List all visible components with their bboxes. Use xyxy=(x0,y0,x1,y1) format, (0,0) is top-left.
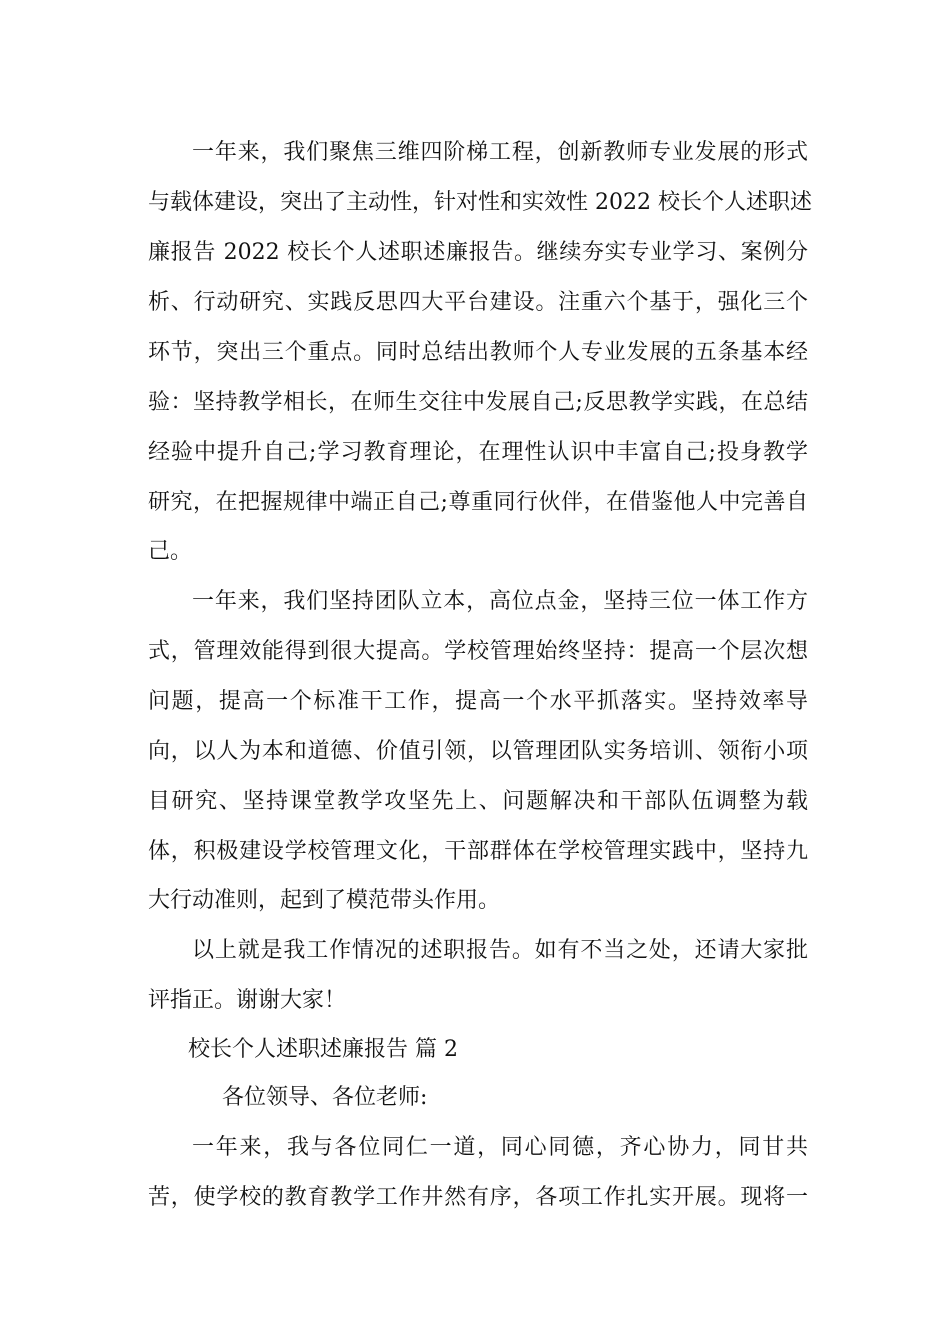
paragraph-1-line-8: 研究，在把握规律中端正自己;尊重同行伙伴，在借鉴他人中完善自 xyxy=(148,490,808,515)
paragraph-4-line-1: 一年来，我与各位同仁一道，同心同德，齐心协力，同甘共 xyxy=(192,1135,808,1160)
paragraph-2-line-6: 体，积极建设学校管理文化，干部群体在学校管理实践中，坚持九 xyxy=(148,839,808,864)
paragraph-3-line-1: 以上就是我工作情况的述职报告。如有不当之处，还请大家批 xyxy=(192,938,808,963)
section-heading: 校长个人述职述廉报告 篇 2 xyxy=(188,1037,458,1062)
paragraph-2-line-3: 问题，提高一个标准干工作，提高一个水平抓落实。坚持效率导 xyxy=(148,689,808,714)
paragraph-2-line-4: 向，以人为本和道德、价值引领，以管理团队实务培训、领衔小项 xyxy=(148,739,808,764)
paragraph-1-line-7: 经验中提升自己;学习教育理论，在理性认识中丰富自己;投身教学 xyxy=(148,440,808,465)
paragraph-1-line-1: 一年来，我们聚焦三维四阶梯工程，创新教师专业发展的形式 xyxy=(192,140,808,165)
salutation: 各位领导、各位老师: xyxy=(222,1085,428,1110)
paragraph-2-line-5: 目研究、坚持课堂教学攻坚先上、问题解决和干部队伍调整为载 xyxy=(148,789,808,814)
paragraph-1-line-6: 验：坚持教学相长，在师生交往中发展自己;反思教学实践，在总结 xyxy=(148,390,808,415)
paragraph-4-line-2: 苦，使学校的教育教学工作井然有序，各项工作扎实开展。现将一 xyxy=(148,1185,808,1210)
paragraph-1-line-4: 析、行动研究、实践反思四大平台建设。注重六个基于，强化三个 xyxy=(148,290,808,315)
paragraph-2-line-2: 式，管理效能得到很大提高。学校管理始终坚持：提高一个层次想 xyxy=(148,639,808,664)
paragraph-1-line-5: 环节，突出三个重点。同时总结出教师个人专业发展的五条基本经 xyxy=(148,340,808,365)
paragraph-1-line-3: 廉报告 2022 校长个人述职述廉报告。继续夯实专业学习、案例分 xyxy=(148,240,808,265)
paragraph-1-line-9: 己。 xyxy=(148,539,193,564)
paragraph-2-line-7: 大行动准则，起到了模范带头作用。 xyxy=(148,888,501,913)
paragraph-1-line-2: 与载体建设，突出了主动性，针对性和实效性 2022 校长个人述职述 xyxy=(148,190,812,215)
paragraph-3-line-2: 评指正。谢谢大家！ xyxy=(148,988,347,1013)
paragraph-2-line-1: 一年来，我们坚持团队立本，高位点金，坚持三位一体工作方 xyxy=(192,589,808,614)
